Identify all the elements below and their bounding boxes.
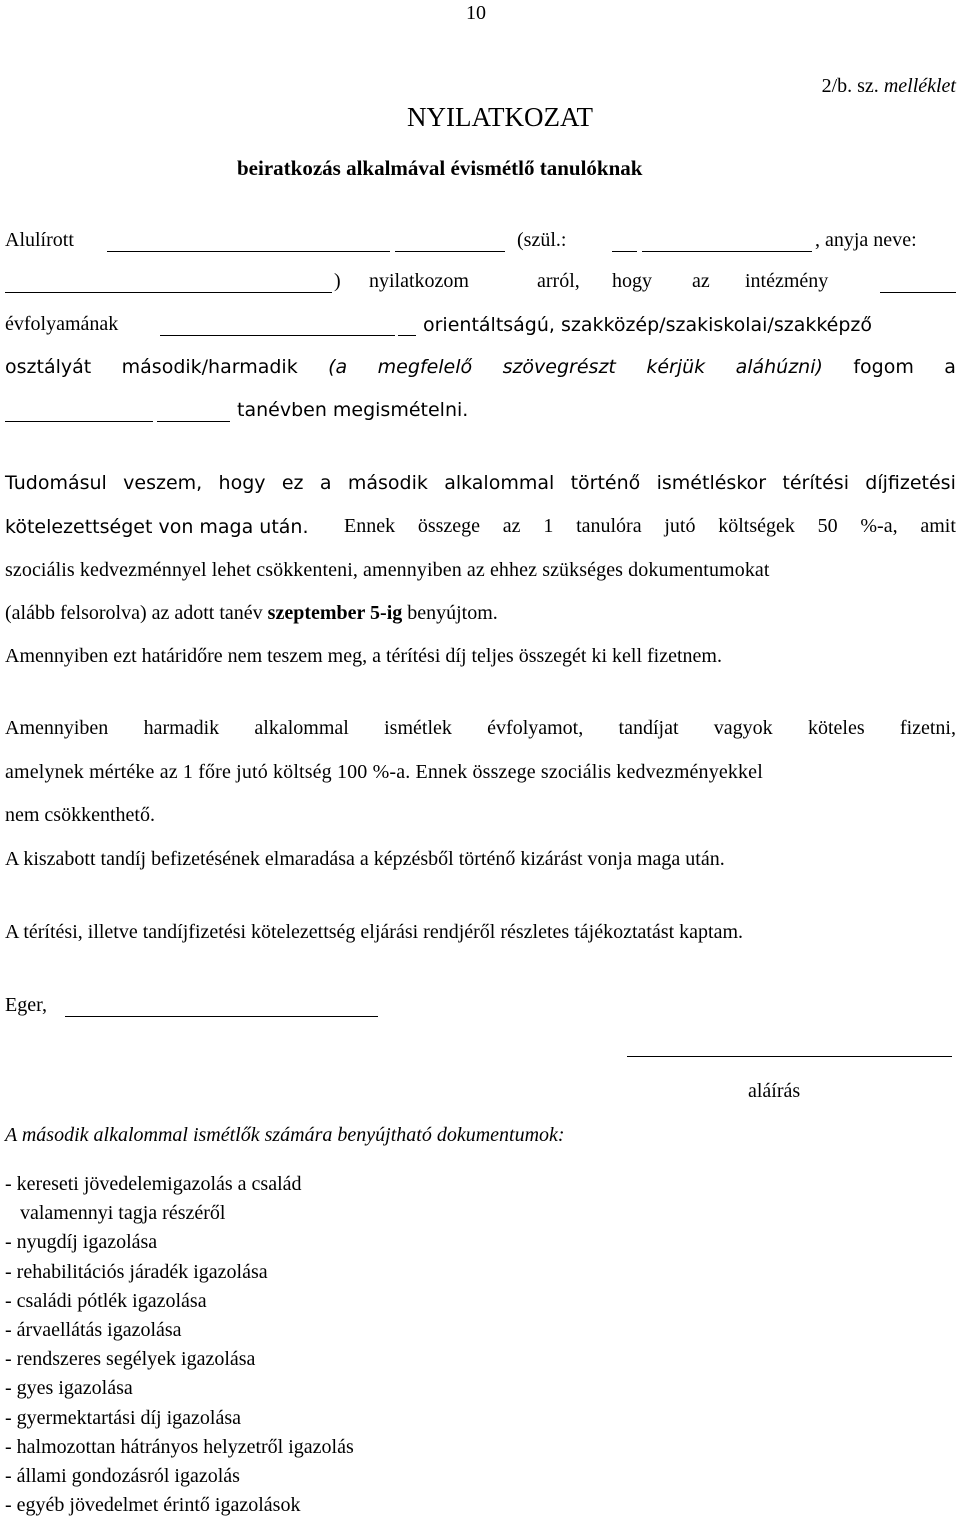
para1-word: jutó — [664, 515, 696, 537]
annex-reference-italic: melléklet — [883, 75, 956, 97]
list-item: - rehabilitációs járadék igazolása — [5, 1260, 268, 1283]
birth-blank-2[interactable] — [642, 251, 812, 252]
para2-word: ismétlek — [384, 717, 452, 739]
para2-line2: amelynek mértéke az 1 főre jutó költség 100 %-a. Ennek összege szociális kedvezményekkel — [5, 761, 763, 783]
documents-list — [5, 1170, 354, 1520]
birth-blank-1[interactable] — [612, 251, 637, 252]
list-item: - kereseti jövedelemigazolás a család — [5, 1173, 302, 1195]
list-item: - családi pótlék igazolása — [5, 1289, 207, 1312]
para2-word: Amennyiben — [5, 717, 109, 739]
para1-word: veszem, — [123, 472, 203, 494]
para2-word: évfolyamot, — [487, 717, 584, 739]
para2-word: harmadik — [143, 717, 220, 739]
documents-heading: A második alkalommal ismétlők számára benyújtható dokumentumok: — [5, 1124, 565, 1146]
list-item: - halmozottan hátrányos helyzetről igazolás — [5, 1435, 354, 1458]
para1-word: amit — [920, 515, 956, 537]
page-number: 10 — [466, 2, 486, 24]
para1-word: Ennek — [344, 515, 396, 537]
school-year-blank-2[interactable] — [157, 421, 230, 422]
para1-line4 — [5, 602, 498, 625]
list-item: - gyes igazolása — [5, 1377, 133, 1400]
para1-word: %-a, — [860, 515, 898, 537]
para1-word: a — [319, 472, 332, 494]
form-line5-tanevben: tanévben megismételni. — [237, 399, 469, 421]
form-line4-word: (a — [328, 356, 348, 378]
annex-reference — [822, 75, 956, 98]
form-line1-anyja — [815, 229, 956, 252]
page-subtitle: beiratkozás alkalmával évismétlő tanulóknak — [237, 156, 643, 180]
form-line4-word: második/harmadik — [121, 356, 298, 378]
para1-line5: Amennyiben ezt határidőre nem teszem meg, a térítési díj teljes összegét ki kell fizetnem. — [5, 645, 722, 667]
list-item: - egyéb jövedelmet érintő igazolások — [5, 1494, 301, 1517]
para1-word: ez — [281, 472, 304, 494]
form-line2-word-2: arról, — [537, 270, 580, 292]
para1-word: 50 — [817, 515, 838, 537]
form-line4-word: fogom — [853, 356, 914, 378]
form-line4-word: szövegrészt — [502, 356, 616, 378]
para1-word: térítési — [782, 472, 849, 494]
mother-name-blank[interactable] — [5, 292, 332, 293]
form-line1-alulirott: Alulírott — [5, 229, 74, 251]
form-line4-word: megfelelő — [377, 356, 473, 378]
para2-word: köteles — [807, 717, 865, 739]
para1-word: ismétléskor — [656, 472, 767, 494]
para1-word: hogy — [218, 472, 266, 494]
para2-word: tandíjat — [618, 717, 679, 739]
annex-reference-main: 2/b. sz. — [821, 75, 884, 97]
place-label: Eger, — [5, 994, 47, 1016]
para1-line2-start: kötelezettséget von maga után. — [5, 516, 309, 538]
para2-word: vagyok — [713, 717, 773, 739]
form-line2-word-4: az — [692, 270, 710, 292]
form-line3-orientaltsag: orientáltságú, szakközép/szakiskolai/szakképző — [423, 314, 873, 336]
para2-line3: nem csökkenthető. — [5, 804, 155, 826]
deadline-bold: szeptember 5-ig — [267, 602, 403, 624]
para1-word: az — [502, 515, 521, 537]
school-year-blank-1[interactable] — [5, 421, 153, 422]
grade-blank-1[interactable] — [160, 335, 395, 336]
form-line2-word-5: intézmény — [745, 270, 829, 292]
para1-word: második — [347, 472, 428, 494]
name-blank-1[interactable] — [107, 251, 390, 252]
para1-line4-pre: (alább felsorolva) az adott tanév — [5, 602, 268, 624]
para1-word: 1 — [543, 515, 554, 537]
signature-line[interactable] — [627, 1056, 952, 1057]
institution-blank[interactable] — [880, 292, 956, 293]
form-line4-word: kérjük — [646, 356, 706, 378]
para1-word: történő — [570, 472, 641, 494]
para1-word: tanulóra — [576, 515, 642, 537]
para2-line4: A kiszabott tandíj befizetésének elmaradása a képzésből történő kizárást vonja maga után. — [5, 848, 725, 870]
date-blank[interactable] — [65, 1016, 378, 1017]
para2-word: alkalommal — [254, 717, 349, 739]
list-item: - gyermektartási díj igazolása — [5, 1406, 242, 1429]
para1-line3: szociális kedvezménnyel lehet csökkenteni, amennyiben az ehhez szükséges dokumentumokat — [5, 559, 770, 581]
form-line2-word-1: nyilatkozom — [369, 270, 469, 292]
form-line1-szul: (szül.: — [517, 229, 567, 251]
para1-word: összege — [417, 515, 481, 537]
para1-word: alkalommal — [444, 472, 555, 494]
form-line2-paren: ) — [334, 270, 341, 292]
form-line4 — [5, 356, 956, 378]
form-line4-word: aláhúzni) — [735, 356, 823, 378]
list-item: - nyugdíj igazolása — [5, 1231, 158, 1254]
para3: A térítési, illetve tandíjfizetési kötelezettség eljárási rendjéről részletes tájékoztatást kaptam. — [5, 921, 744, 943]
para1-line4-post: benyújtom. — [402, 602, 498, 624]
form-line1-anyja-text: , anyja neve: — [815, 229, 917, 251]
grade-blank-2[interactable] — [398, 335, 416, 336]
para2-word: fizetni, — [899, 717, 956, 739]
para1-word: díjfizetési — [865, 472, 956, 494]
list-item: valamennyi tagja részéről — [5, 1202, 226, 1225]
form-line2-word-3: hogy — [612, 270, 652, 292]
form-line3-evfolyam: évfolyamának — [5, 313, 119, 335]
para2-line1 — [5, 717, 956, 740]
para1-line2-rest — [344, 515, 956, 538]
list-item: - állami gondozásról igazolás — [5, 1465, 240, 1488]
para1-word: Tudomásul — [5, 472, 107, 494]
para1-word: költségek — [718, 515, 795, 537]
form-line4-word: osztályát — [5, 356, 92, 378]
signature-label: aláírás — [748, 1080, 801, 1102]
name-blank-2[interactable] — [395, 251, 505, 252]
list-item: - rendszeres segélyek igazolása — [5, 1348, 256, 1371]
page-title: NYILATKOZAT — [407, 102, 593, 132]
form-line4-word: a — [944, 356, 956, 378]
para1-line1 — [5, 472, 956, 494]
list-item: - árvaellátás igazolása — [5, 1319, 182, 1342]
